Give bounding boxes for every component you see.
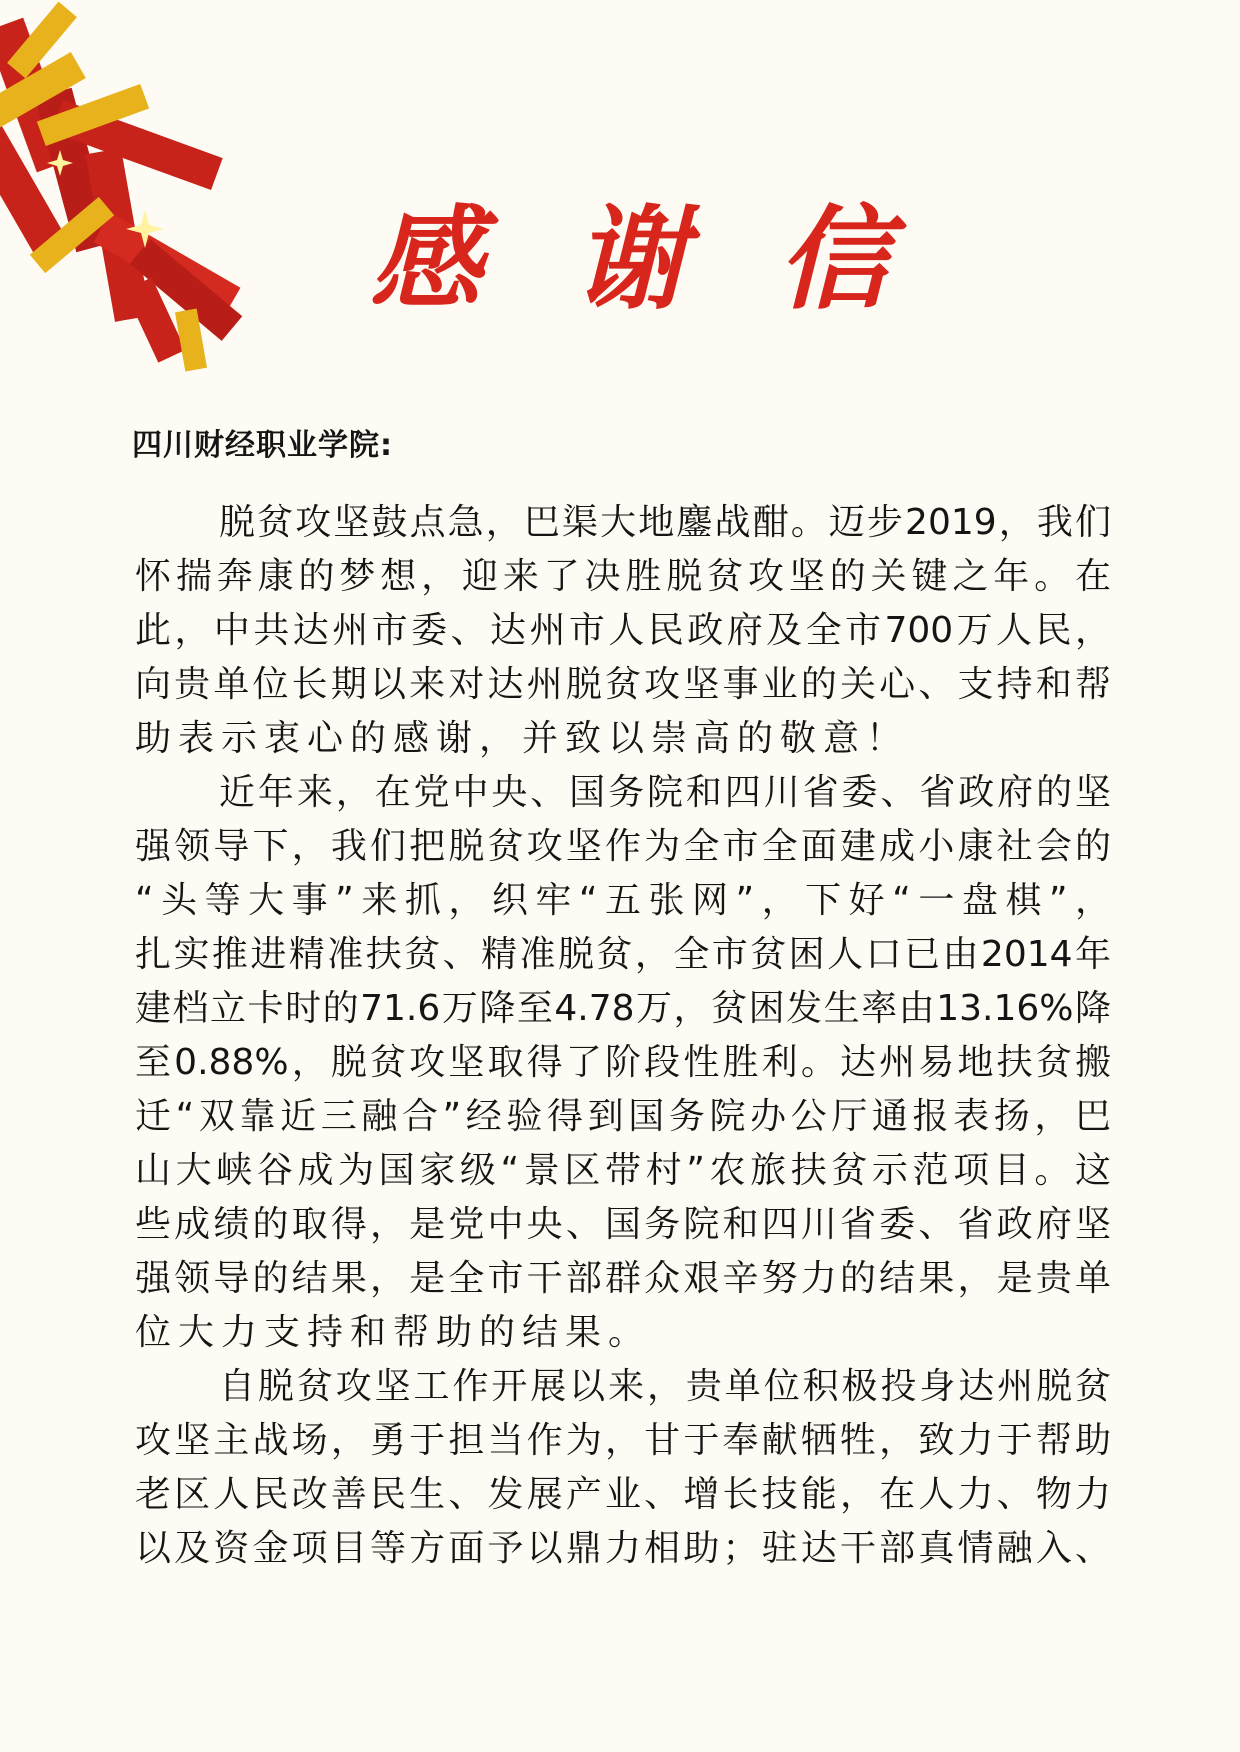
text-line: 助表示衷心的感谢，并致以崇高的敬意！ — [135, 718, 910, 759]
salutation: 四川财经职业学院: — [132, 428, 393, 463]
text-line: 攻坚主战场，勇于担当作为，甘于奉献牺牲，致力于帮助 — [135, 1420, 1111, 1461]
paragraph — [135, 1360, 1111, 1576]
title-char: 谢 — [574, 194, 686, 325]
text-line: 以及资金项目等方面予以鼎力相助；驻达干部真情融入、 — [135, 1528, 1111, 1569]
text-line: 老区人民改善民生、发展产业、增长技能，在人力、物力 — [135, 1474, 1111, 1515]
text-line: 扎实推进精准扶贫、精准脱贫，全市贫困人口已由2014年 — [135, 934, 1111, 975]
text-line: 强领导下，我们把脱贫攻坚作为全市全面建成小康社会的 — [135, 826, 1111, 867]
letter-body — [135, 496, 1111, 1576]
text-line: 强领导的结果，是全市干部群众艰辛努力的结果，是贵单 — [135, 1258, 1111, 1299]
text-line: 位大力支持和帮助的结果。 — [135, 1312, 652, 1353]
text-line: 近年来，在党中央、国务院和四川省委、省政府的坚 — [219, 772, 1111, 813]
title-char: 感 — [370, 194, 482, 325]
text-line: 山大峡谷成为国家级“景区带村”农旅扶贫示范项目。这 — [135, 1150, 1111, 1191]
text-line: 此，中共达州市委、达州市人民政府及全市700万人民， — [135, 610, 1111, 651]
firecracker-decoration-icon — [0, 0, 300, 380]
text-line: 建档立卡时的71.6万降至4.78万，贫困发生率由13.16%降 — [135, 988, 1111, 1029]
text-line: 怀揣奔康的梦想，迎来了决胜脱贫攻坚的关键之年。在 — [135, 556, 1111, 597]
text-line: 向贵单位长期以来对达州脱贫攻坚事业的关心、支持和帮 — [135, 664, 1111, 705]
paragraph — [135, 496, 1111, 766]
text-line: 至0.88%，脱贫攻坚取得了阶段性胜利。达州易地扶贫搬 — [135, 1042, 1111, 1083]
letter-title — [370, 170, 890, 331]
text-line: 脱贫攻坚鼓点急，巴渠大地鏖战酣。迈步2019，我们 — [219, 502, 1111, 543]
title-char: 信 — [778, 194, 890, 325]
text-line: 自脱贫攻坚工作开展以来，贵单位积极投身达州脱贫 — [219, 1366, 1111, 1407]
text-line: 些成绩的取得，是党中央、国务院和四川省委、省政府坚 — [135, 1204, 1111, 1245]
paragraph — [135, 766, 1111, 1360]
text-line: 迁“双靠近三融合”经验得到国务院办公厅通报表扬，巴 — [135, 1096, 1111, 1137]
text-line: “头等大事”来抓，织牢“五张网”，下好“一盘棋”， — [135, 880, 1111, 921]
